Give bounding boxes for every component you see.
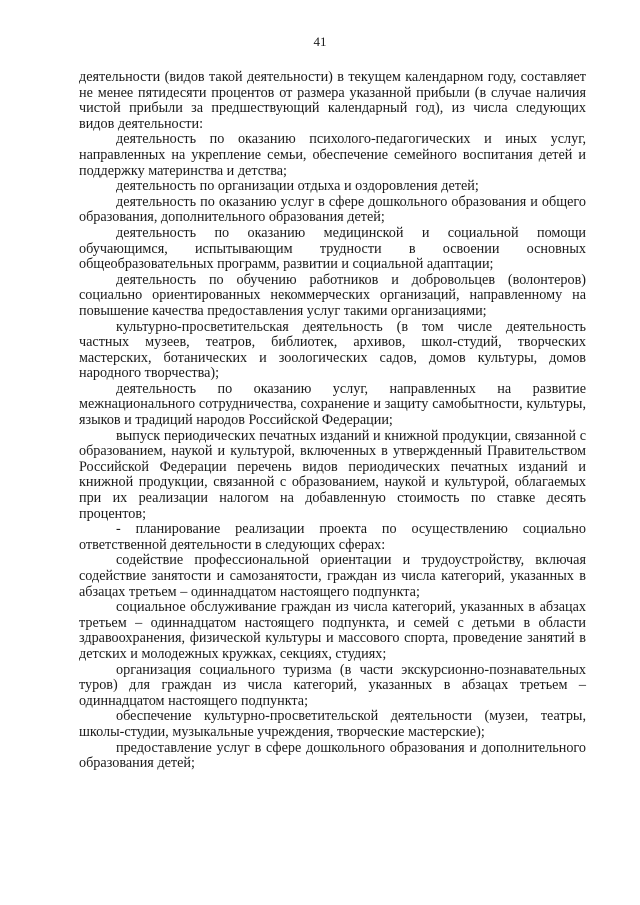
- paragraph-education-services: предоставление услуг в сфере дошкольного образования и дополнительного образования детей;: [79, 739, 586, 772]
- paragraph-volunteer-training: деятельность по обучению работников и добровольцев (волонтеров) социально ориентированных некоммерческих организаций, направленному на повышение качества предоставления услуг такими организациями;: [79, 271, 586, 319]
- paragraph-cultural-support: обеспечение культурно-просветительской деятельности (музеи, театры, школы-студии, музыкальные учреждения, творческие мастерские);: [79, 708, 586, 740]
- paragraph-preschool-education: деятельность по оказанию услуг в сфере дошкольного образования и общего образования, дополнительного образования детей;: [79, 193, 586, 226]
- paragraph-career-guidance: содействие профессиональной ориентации и трудоустройству, включая содействие занятости и самозанятости, граждан из числа категорий, указанных в абзацах третьем – одиннадцатом настоящего подпункта;: [79, 552, 586, 600]
- paragraph-psych-pedagogical-services: деятельность по оказанию психолого-педагогических и иных услуг, направленных на укрепление семьи, обеспечение семейного воспитания детей и поддержку материнства и детства;: [79, 131, 586, 179]
- paragraph-project-planning: - планирование реализации проекта по осуществлению социально ответственной деятельности в следующих сферах:: [79, 521, 586, 553]
- paragraph-cultural-educational: культурно-просветительская деятельность (в том числе деятельность частных музеев, театров, библиотек, архивов, школ-студий, творческих мастерских, ботанических и зоологических садов, домов культуры, домов народного творчества);: [79, 318, 586, 382]
- paragraph-children-recreation: деятельность по организации отдыха и оздоровления детей;: [116, 178, 479, 195]
- paragraph-social-services: социальное обслуживание граждан из числа категорий, указанных в абзацах третьем – одиннадцатом настоящего подпункта, и семей с детьми в области здравоохранения, физической культуры и массового спорта, проведение занятий в детских и молодежных кружках, секциях, студиях;: [79, 599, 586, 662]
- paragraph-social-tourism: организация социального туризма (в части экскурсионно-познавательных туров) для граждан из числа категорий, указанных в абзацах третьем – одиннадцатом настоящего подпункта;: [79, 661, 586, 709]
- paragraph-periodical-publishing: выпуск периодических печатных изданий и книжной продукции, связанной с образованием, наукой и культурой, включенных в утвержденный Правительством Российской Федерации перечень видов периодических печатных изданий и книжной продукции, связанной с образованием, наукой и культурой, облагаемых при их реализации налогом на добавленную стоимость по ставке десять процентов;: [79, 427, 586, 522]
- document-body: [79, 70, 586, 772]
- page-number: 41: [313, 34, 327, 49]
- paragraph-interethnic-cooperation: деятельность по оказанию услуг, направленных на развитие межнационального сотрудничества, сохранение и защиту самобытности, культуры, языков и традиций народов Российской Федерации;: [79, 380, 586, 429]
- paragraph-continuation: деятельности (видов такой деятельности) в текущем календарном году, составляет не менее пятидесяти процентов от размера указанной прибыли (в случае наличия чистой прибыли за предшествующий календарный год), из числа следующих видов деятельности:: [79, 69, 586, 132]
- paragraph-medical-social-help: деятельность по оказанию медицинской и социальной помощи обучающимся, испытывающим трудности в освоении основных общеобразовательных программ, развитии и социальной адаптации;: [79, 224, 586, 273]
